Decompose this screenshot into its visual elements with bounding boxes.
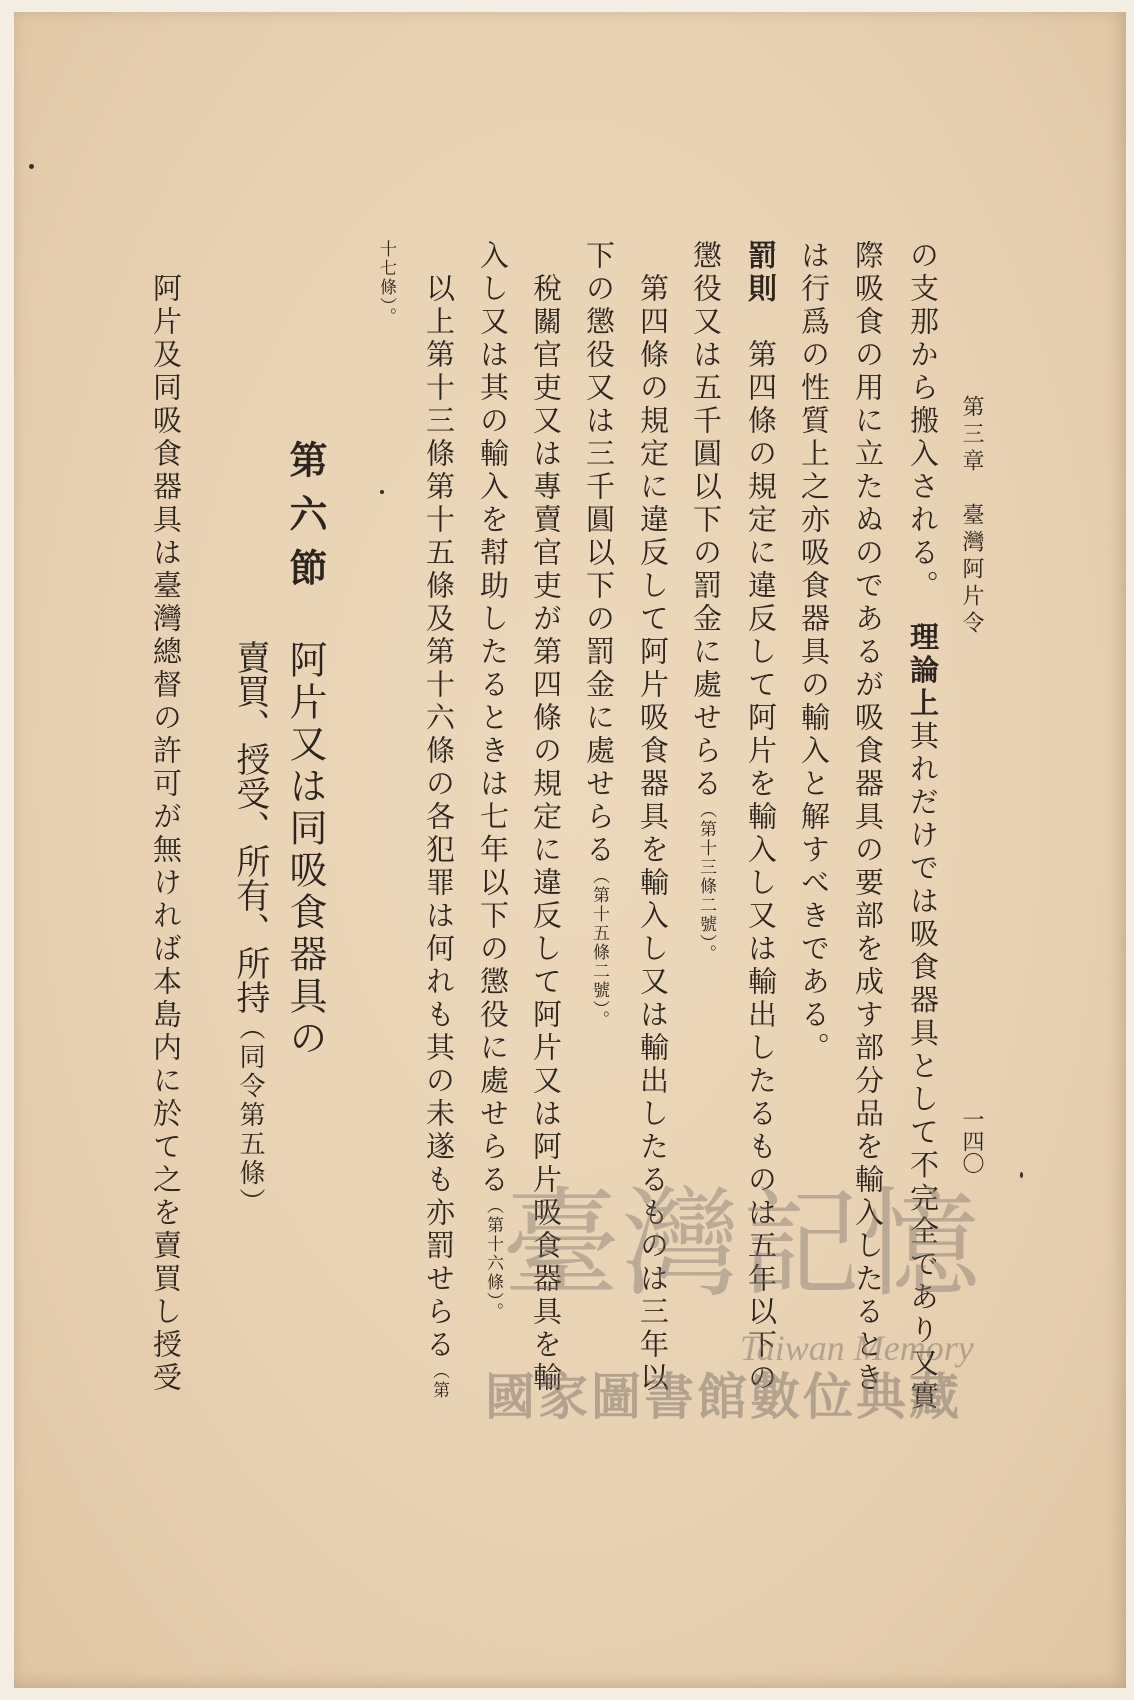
body-line-text: の支那から搬入される。	[906, 240, 940, 622]
body-line-text: 稅關官吏又は專賣官吏が第四條の規定に違反して阿片又は阿片吸食器具を輸	[529, 240, 563, 1395]
article-reference: （第	[429, 1362, 449, 1400]
body-line-text: 阿片及同吸食器具は臺灣總督の許可が無ければ本島内に於て之を賣買し授受	[149, 240, 183, 1395]
body-line-text: 以上第十三條第十五條及第十六條の各犯罪は何れも其の未遂も亦罰せらる	[422, 240, 456, 1362]
body-line-9	[467, 240, 510, 1322]
section-subtitle-text: 賣買、授受、所有、所持	[230, 640, 270, 1014]
body-line-text: は行爲の性質上之亦吸食器具の輸入と解すべきである。	[797, 240, 831, 1065]
body-line-text: 第四條の規定に違反して阿片吸食器具を輸入し又は輸出したるものは三年以	[636, 240, 670, 1395]
scan-speck	[29, 164, 34, 169]
running-head: 第三章 臺灣阿片令	[959, 395, 984, 638]
body-line-text: 其れだけでは吸食器具として不完全であり又實	[906, 720, 940, 1414]
scan-speck	[380, 490, 384, 494]
penalty-heading: 罰則	[744, 240, 778, 306]
body-line-emphasis: 理論上	[906, 621, 940, 721]
article-reference: 十七條）。	[376, 240, 396, 327]
section-title: 阿片又は同吸食器具の	[283, 640, 327, 1060]
section-number: 第六節	[283, 440, 328, 602]
section-subtitle-reference: （同令第五條）	[235, 1014, 265, 1217]
body-line-text: 第四條の規定に違反して阿片を輸入し又は輸出したるものは五年以下の	[744, 306, 778, 1395]
body-line-3	[788, 240, 831, 1065]
body-line-text: 懲役又は五千圓以下の罰金に處せらる	[689, 240, 723, 801]
section-body-line-1	[140, 240, 183, 1395]
body-line-text: 入し又は其の輸入を幇助したるときは七年以下の懲役に處せらる	[476, 240, 510, 1197]
body-line-7	[573, 240, 616, 1030]
article-reference: （第十三條二號）。	[696, 801, 716, 964]
body-line-text: 下の懲役又は三千圓以下の罰金に處せらる	[582, 240, 616, 867]
page-number: 一四〇	[959, 1108, 984, 1174]
watermark-logo: 臺灣記憶	[502, 1175, 983, 1313]
article-reference: （第十五條二號）。	[589, 867, 609, 1030]
body-line-10	[413, 240, 456, 1400]
section-subtitle	[223, 640, 270, 1217]
watermark-institution: 國家圖書館數位典藏	[485, 1368, 962, 1426]
body-line-text: 際吸食の用に立たぬのであるが吸食器具の要部を成す部分品を輸入したるとき	[851, 240, 885, 1395]
article-reference: （第十六條）。	[483, 1197, 503, 1322]
body-line-11	[360, 240, 400, 327]
body-line-5	[680, 240, 723, 964]
book-page	[14, 12, 1126, 1688]
scan-speck	[1020, 1172, 1023, 1178]
watermark-english: Taiwan Memory	[740, 1328, 974, 1368]
